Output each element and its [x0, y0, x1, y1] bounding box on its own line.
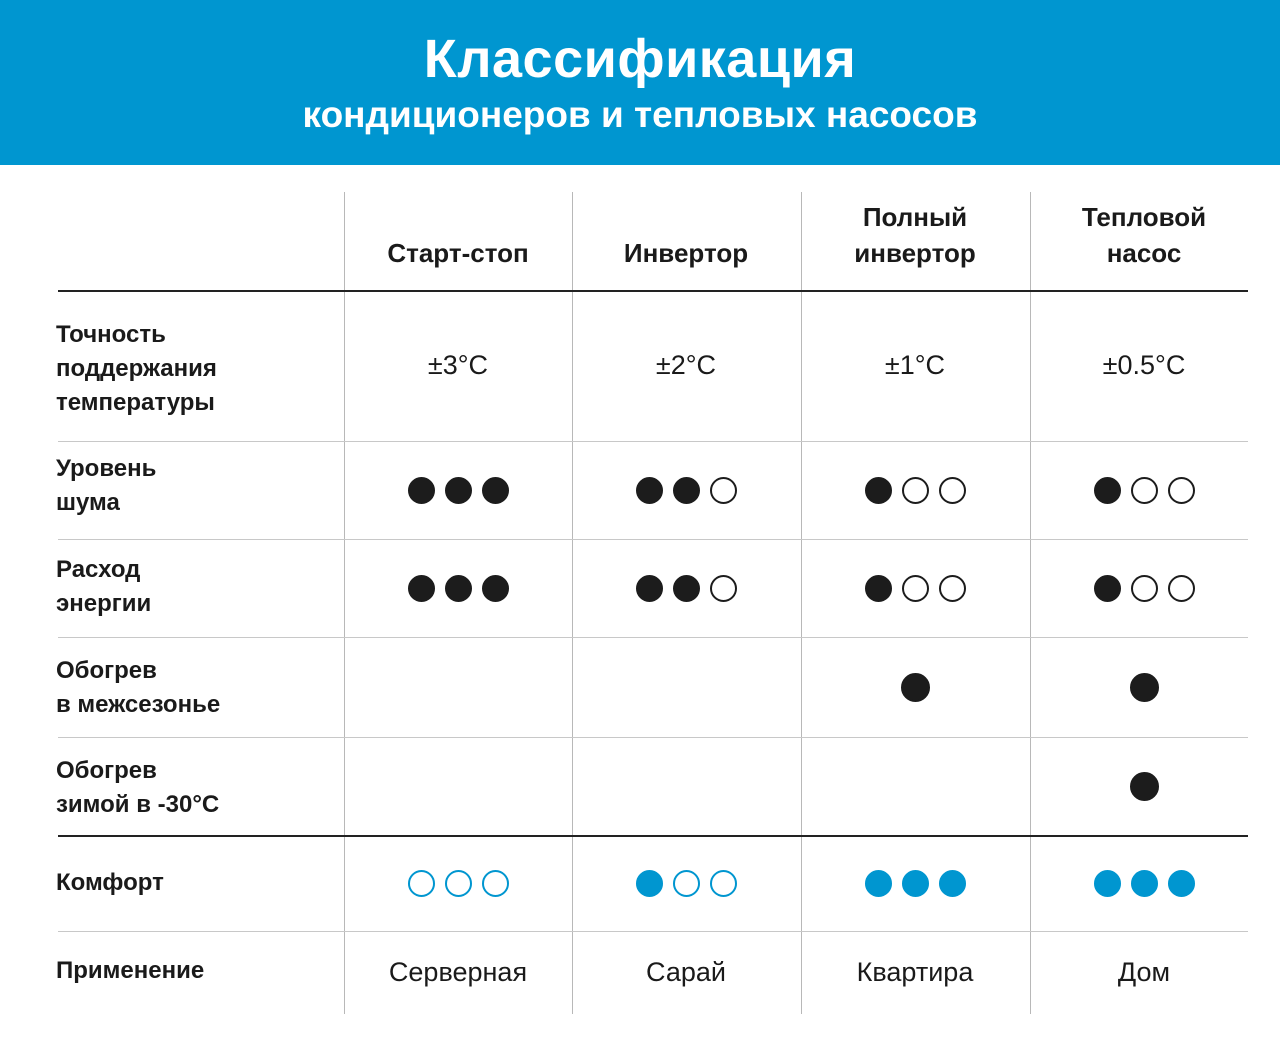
row-label	[56, 452, 336, 520]
empty-dot	[1131, 575, 1158, 602]
empty-dot	[939, 477, 966, 504]
filled-dot	[1130, 673, 1159, 702]
table-cell	[801, 737, 1029, 836]
empty-dot	[902, 477, 929, 504]
column-header	[1030, 199, 1258, 271]
row-label	[56, 318, 336, 420]
empty-dot	[710, 477, 737, 504]
rating-dots	[1094, 575, 1195, 602]
table-cell	[344, 441, 572, 539]
row-label-line: энергии	[56, 590, 152, 617]
accuracy-value: ±3°C	[427, 350, 489, 380]
filled-dot	[408, 477, 435, 504]
empty-dot	[482, 870, 509, 897]
rating-dots	[408, 477, 509, 504]
empty-dot	[710, 870, 737, 897]
row-label-line: поддержания	[56, 355, 217, 382]
table-cell	[1030, 637, 1258, 737]
column-header-line: Полный	[862, 202, 968, 232]
column-header	[572, 235, 800, 271]
table-cell	[572, 931, 800, 1014]
page-subtitle: кондиционеров и тепловых насосов	[302, 94, 978, 135]
table-cell	[1030, 836, 1258, 931]
filled-dot	[901, 673, 930, 702]
column-header	[801, 199, 1029, 271]
row-label-line: зимой в -30°C	[56, 791, 220, 818]
row-label	[56, 866, 336, 900]
row-label-line: Комфорт	[56, 869, 164, 896]
row-label-line: Расход	[56, 556, 141, 583]
table-cell	[801, 539, 1029, 637]
row-label-line: Обогрев	[56, 757, 157, 784]
rating-dots	[1094, 477, 1195, 504]
column-header-line: Старт-стоп	[387, 238, 529, 268]
row-label-line: Точность	[56, 321, 166, 348]
empty-dot	[445, 870, 472, 897]
table-cell	[801, 637, 1029, 737]
application-value: Квартира	[856, 957, 974, 987]
filled-dot	[865, 870, 892, 897]
application-value: Дом	[1117, 957, 1171, 987]
table-cell	[344, 836, 572, 931]
application-value: Серверная	[388, 957, 528, 987]
filled-dot	[939, 870, 966, 897]
filled-dot	[1131, 870, 1158, 897]
filled-dot	[1094, 870, 1121, 897]
row-label-line: Применение	[56, 957, 205, 984]
empty-dot	[1131, 477, 1158, 504]
table-cell	[344, 737, 572, 836]
row-label-line: в межсезонье	[56, 691, 221, 718]
row-label	[56, 954, 336, 988]
empty-dot	[1168, 477, 1195, 504]
accuracy-value: ±0.5°C	[1102, 350, 1186, 380]
accuracy-value: ±2°C	[655, 350, 717, 380]
filled-dot	[902, 870, 929, 897]
rating-dots	[865, 575, 966, 602]
column-header	[344, 235, 572, 271]
row-label	[56, 754, 336, 822]
row-label	[56, 553, 336, 621]
rating-dots	[636, 575, 737, 602]
table-cell	[344, 931, 572, 1014]
application-value: Сарай	[646, 957, 726, 987]
empty-dot	[1168, 575, 1195, 602]
table-cell	[344, 637, 572, 737]
rating-dots	[1094, 870, 1195, 897]
table-cell	[572, 441, 800, 539]
filled-dot	[636, 870, 663, 897]
table-cell	[572, 290, 800, 441]
table-cell	[344, 290, 572, 441]
filled-dot	[865, 477, 892, 504]
filled-dot	[673, 477, 700, 504]
table-cell	[1030, 931, 1258, 1014]
rating-dots	[865, 477, 966, 504]
rating-dots	[636, 870, 737, 897]
rating-dots	[408, 575, 509, 602]
table-cell	[344, 539, 572, 637]
filled-dot	[865, 575, 892, 602]
empty-dot	[902, 575, 929, 602]
filled-dot	[636, 575, 663, 602]
table-cell	[801, 441, 1029, 539]
filled-dot	[636, 477, 663, 504]
table-cell	[572, 539, 800, 637]
column-header-line: насос	[1106, 238, 1182, 268]
empty-dot	[710, 575, 737, 602]
accuracy-value: ±1°C	[884, 350, 946, 380]
row-label-line: температуры	[56, 389, 215, 416]
filled-dot	[482, 477, 509, 504]
page-title: Классификация	[423, 29, 857, 89]
empty-dot	[939, 575, 966, 602]
column-header-line: Инвертор	[623, 238, 749, 268]
row-label-line: шума	[56, 489, 120, 516]
row-label-line: Уровень	[56, 455, 157, 482]
filled-dot	[1094, 575, 1121, 602]
rating-dots	[408, 870, 509, 897]
filled-dot	[673, 575, 700, 602]
column-header-line: Тепловой	[1081, 202, 1207, 232]
filled-dot	[482, 575, 509, 602]
filled-dot	[1130, 772, 1159, 801]
row-label	[56, 654, 336, 722]
table-cell	[1030, 441, 1258, 539]
table-cell	[1030, 539, 1258, 637]
table-cell	[1030, 290, 1258, 441]
empty-dot	[673, 870, 700, 897]
empty-dot	[408, 870, 435, 897]
filled-dot	[1168, 870, 1195, 897]
table-cell	[572, 836, 800, 931]
table-cell	[1030, 737, 1258, 836]
table-cell	[572, 737, 800, 836]
table-cell	[572, 637, 800, 737]
table-cell	[801, 931, 1029, 1014]
filled-dot	[408, 575, 435, 602]
filled-dot	[1094, 477, 1121, 504]
table-cell	[801, 290, 1029, 441]
column-header-line: инвертор	[854, 238, 976, 268]
filled-dot	[445, 575, 472, 602]
rating-dots	[636, 477, 737, 504]
filled-dot	[445, 477, 472, 504]
row-label-line: Обогрев	[56, 657, 157, 684]
rating-dots	[865, 870, 966, 897]
table-cell	[801, 836, 1029, 931]
